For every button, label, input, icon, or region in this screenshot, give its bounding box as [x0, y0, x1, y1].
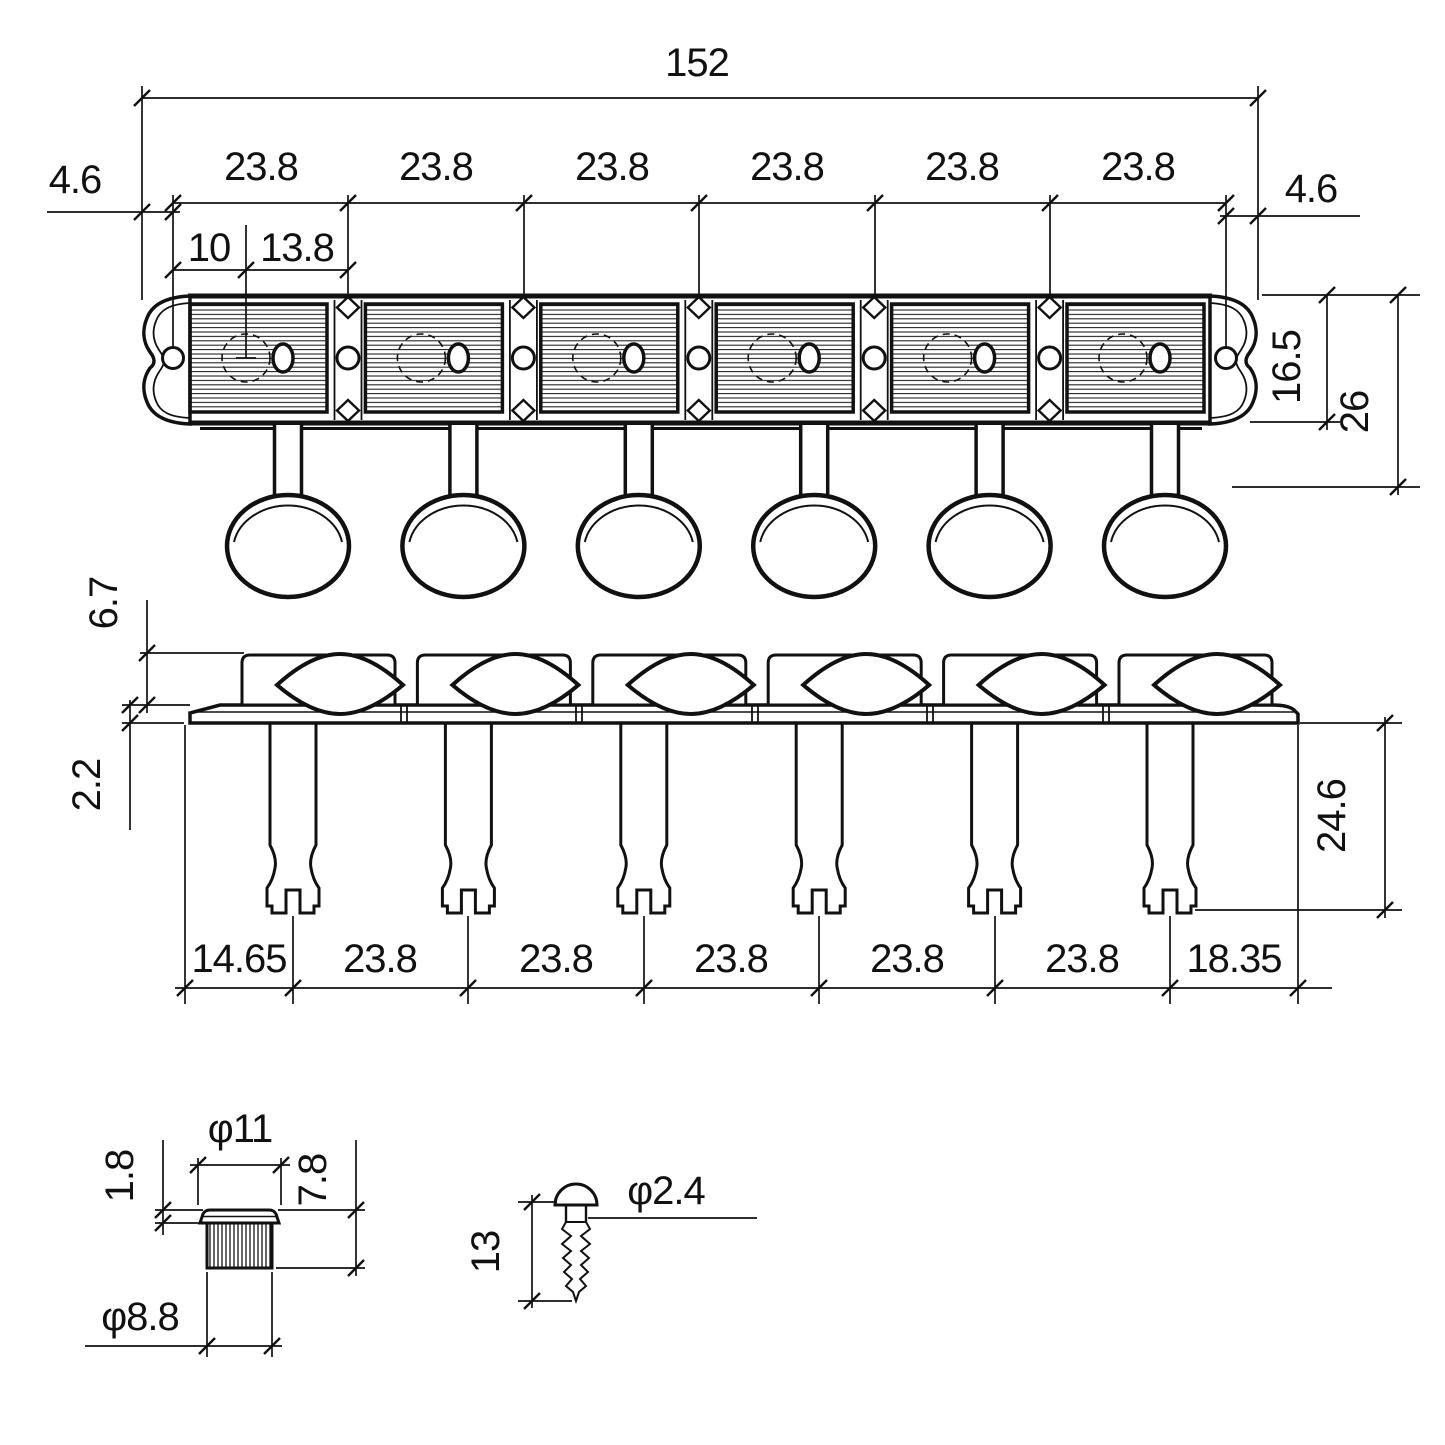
left-mount-hole	[163, 348, 184, 369]
dim-plate-thickness: 2.2	[65, 758, 109, 812]
screw-head	[555, 1184, 597, 1205]
dim-bottom-last: 18.35	[1186, 937, 1282, 981]
dim-bottom-first: 14.65	[191, 937, 287, 981]
dim-screw-dia: φ2.4	[627, 1169, 705, 1213]
dim-left-offset: 4.6	[48, 158, 102, 202]
dim-post-to-joint: 13.8	[260, 226, 334, 270]
screw-detail	[555, 1184, 597, 1301]
dim-bottom-spacing-5: 23.8	[1045, 937, 1119, 981]
dim-post-offset: 10	[187, 226, 231, 270]
dim-bushing-total-height: 7.8	[291, 1153, 335, 1207]
dim-total-width: 152	[665, 41, 729, 85]
dim-post-length: 24.6	[1310, 779, 1354, 853]
dim-bottom-spacing-2: 23.8	[519, 937, 593, 981]
dim-spacing-3: 23.8	[575, 145, 649, 189]
dim-bottom-spacing-4: 23.8	[870, 937, 944, 981]
tuner-buttons-top	[227, 425, 1226, 597]
top-view	[144, 296, 1256, 597]
dim-bushing-body-dia: φ8.8	[101, 1295, 179, 1339]
dim-screw-length: 13	[464, 1230, 508, 1274]
right-mount-hole	[1216, 348, 1237, 369]
side-view	[190, 654, 1298, 913]
bushing-knurled-body	[207, 1223, 272, 1268]
dim-spacing-2: 23.8	[399, 145, 473, 189]
dim-bottom-spacing-1: 23.8	[343, 937, 417, 981]
string-posts-side	[267, 723, 1196, 913]
dim-spacing-1: 23.8	[224, 145, 298, 189]
dim-overall-height: 26	[1333, 390, 1377, 434]
dim-bottom-spacing-3: 23.8	[694, 937, 768, 981]
dim-plate-height: 16.5	[1265, 330, 1309, 404]
dim-spacing-5: 23.8	[925, 145, 999, 189]
dim-spacing-6: 23.8	[1101, 145, 1175, 189]
dim-spacing-4: 23.8	[750, 145, 824, 189]
dim-bushing-flange-height: 1.8	[98, 1149, 142, 1203]
bushing-detail	[200, 1210, 279, 1268]
dim-right-offset: 4.6	[1284, 167, 1338, 211]
screw-thread	[562, 1222, 590, 1301]
dim-button-height: 6.7	[82, 576, 126, 630]
dim-bushing-flange-dia: φ11	[207, 1107, 273, 1151]
